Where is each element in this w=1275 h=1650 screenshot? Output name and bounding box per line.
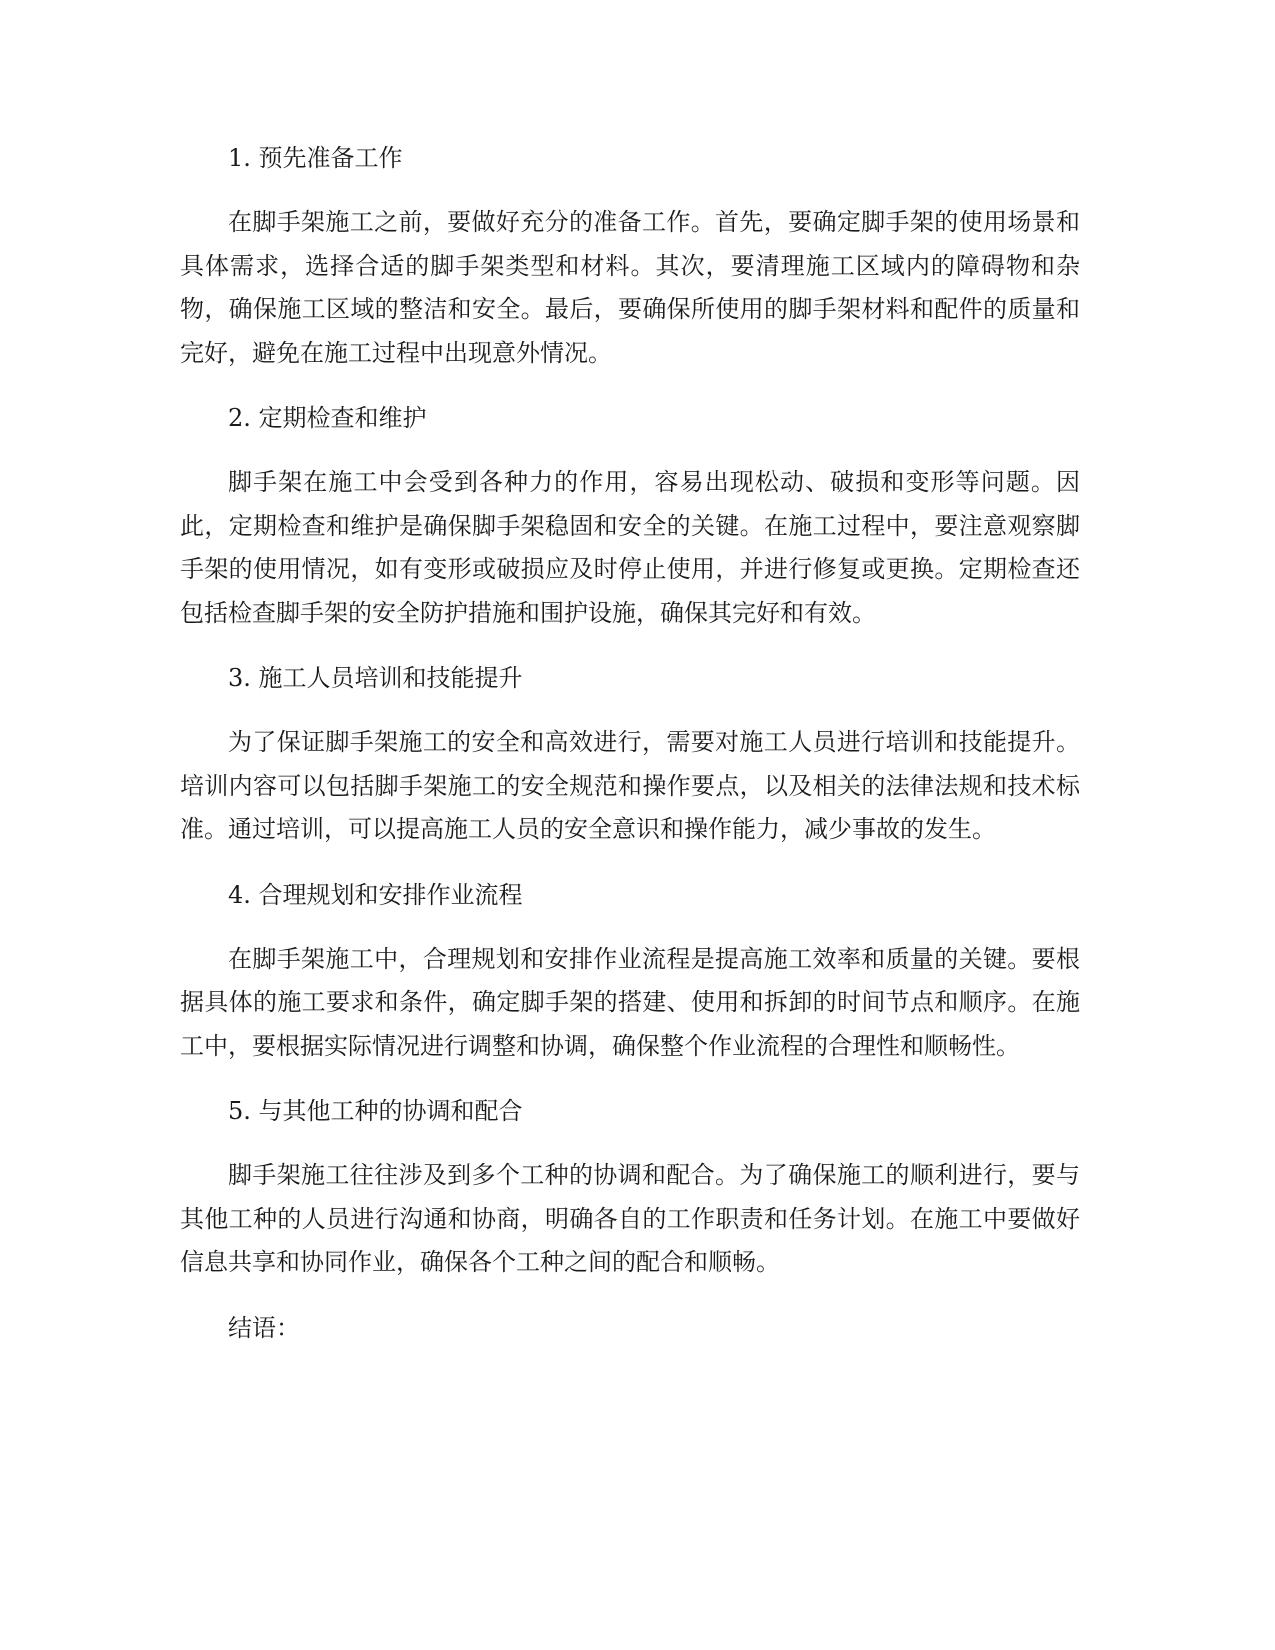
section-2-body: 脚手架在施工中会受到各种力的作用，容易出现松动、破损和变形等问题。因此，定期检查和维护是确保脚手架稳固和安全的关键。在施工过程中，要注意观察脚手架的使用情况，如有变形或破损应及时停止使用，并进行修复或更换。定期检查还包括检查脚手架的安全防护措施和围护设施，确保其完好和有效。: [180, 468, 1080, 627]
section-1-body: 在脚手架施工之前，要做好充分的准备工作。首先，要确定脚手架的使用场景和具体需求，选择合适的脚手架类型和材料。其次，要清理施工区域内的障碍物和杂物，确保施工区域的整洁和安全。最后，要确保所使用的脚手架材料和配件的质量和完好，避免在施工过程中出现意外情况。: [180, 208, 1080, 367]
section-5-heading: 5. 与其他工种的协调和配合: [228, 1097, 523, 1125]
document-page: [180, 137, 1080, 1349]
section-5-body: 脚手架施工往往涉及到多个工种的协调和配合。为了确保施工的顺利进行，要与其他工种的人员进行沟通和协商，明确各自的工作职责和任务计划。在施工中要做好信息共享和协同作业，确保各个工种之间的配合和顺畅。: [180, 1161, 1080, 1276]
section-4-body: 在脚手架施工中，合理规划和安排作业流程是提高施工效率和质量的关键。要根据具体的施工要求和条件，确定脚手架的搭建、使用和拆卸的时间节点和顺序。在施工中，要根据实际情况进行调整和协调，确保整个作业流程的合理性和顺畅性。: [180, 944, 1080, 1060]
section-4-heading: 4. 合理规划和安排作业流程: [228, 880, 523, 909]
section-2-heading: 2. 定期检查和维护: [228, 404, 427, 432]
section-1-heading: 1. 预先准备工作: [228, 144, 403, 172]
section-3-heading: 3. 施工人员培训和技能提升: [228, 664, 523, 692]
section-3-body: 为了保证脚手架施工的安全和高效进行，需要对施工人员进行培训和技能提升。培训内容可以包括脚手架施工的安全规范和操作要点，以及相关的法律法规和技术标准。通过培训，可以提高施工人员的安全意识和操作能力，减少事故的发生。: [180, 728, 1080, 843]
closing-heading: 结语：: [228, 1313, 300, 1342]
